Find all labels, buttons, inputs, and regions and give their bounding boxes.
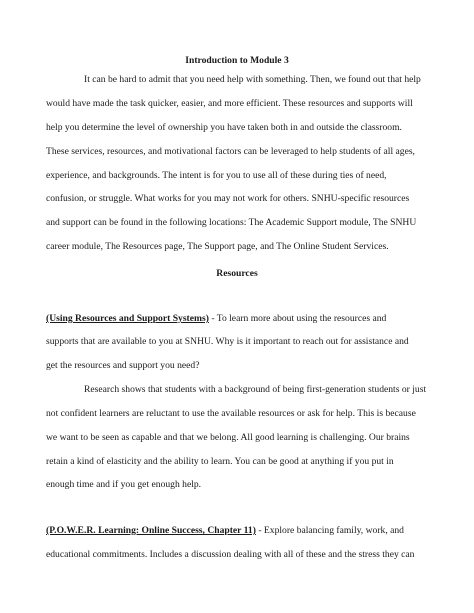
intro-line-3: help you determine the level of ownership you have taken both in and outside the classroom.: [46, 122, 402, 133]
intro-line-5: experience, and backgrounds. The intent is for you to use all of these during ties of need,: [46, 170, 387, 181]
resource2-link[interactable]: (P.O.W.E.R. Learning: Online Success, Chapter 11): [46, 525, 256, 536]
resource2-first-line: [46, 525, 404, 537]
resource2-line-2: educational commitments. Includes a discussion dealing with all of these and the stress they can: [46, 549, 415, 560]
intro-line-8: career module, The Resources page, The Support page, and The Online Student Services.: [46, 241, 389, 252]
intro-line-4: These services, resources, and motivational factors can be leveraged to help students of all ages,: [46, 146, 415, 157]
research-line-4: retain a kind of elasticity and the ability to learn. You can be good at anything if you put in: [46, 456, 394, 467]
document-title: Introduction to Module 3: [185, 55, 289, 66]
resource1-first-line-rest: - To learn more about using the resources and: [208, 313, 387, 324]
intro-line-7: and support can be found in the following locations: The Academic Support module, The SNHU: [46, 217, 417, 228]
research-line-3: we want to be seen as capable and that we belong. All good learning is challenging. Our brains: [46, 432, 410, 443]
research-line-2: not confident learners are reluctant to use the available resources or ask for help. This is because: [46, 408, 416, 419]
resources-heading: Resources: [216, 268, 258, 279]
resource1-line-3: get the resources and support you need?: [46, 360, 200, 371]
intro-line-6: confusion, or struggle. What works for you may not work for others. SNHU-specific resources: [46, 193, 410, 204]
resource2-first-line-rest: - Explore balancing family, work, and: [255, 525, 404, 536]
intro-line-1: It can be hard to admit that you need help with something. Then, we found out that help: [84, 74, 421, 85]
resource1-line-2: supports that are available to you at SNHU. Why is it important to reach out for assistance and: [46, 336, 409, 347]
intro-line-2: would have made the task quicker, easier, and more efficient. These resources and supports will: [46, 98, 413, 109]
resource1-first-line: [46, 313, 386, 325]
research-line-5: enough time and if you get enough help.: [46, 479, 202, 490]
research-line-1: Research shows that students with a background of being first-generation students or just: [84, 384, 427, 395]
resource1-link[interactable]: (Using Resources and Support Systems): [46, 313, 209, 324]
